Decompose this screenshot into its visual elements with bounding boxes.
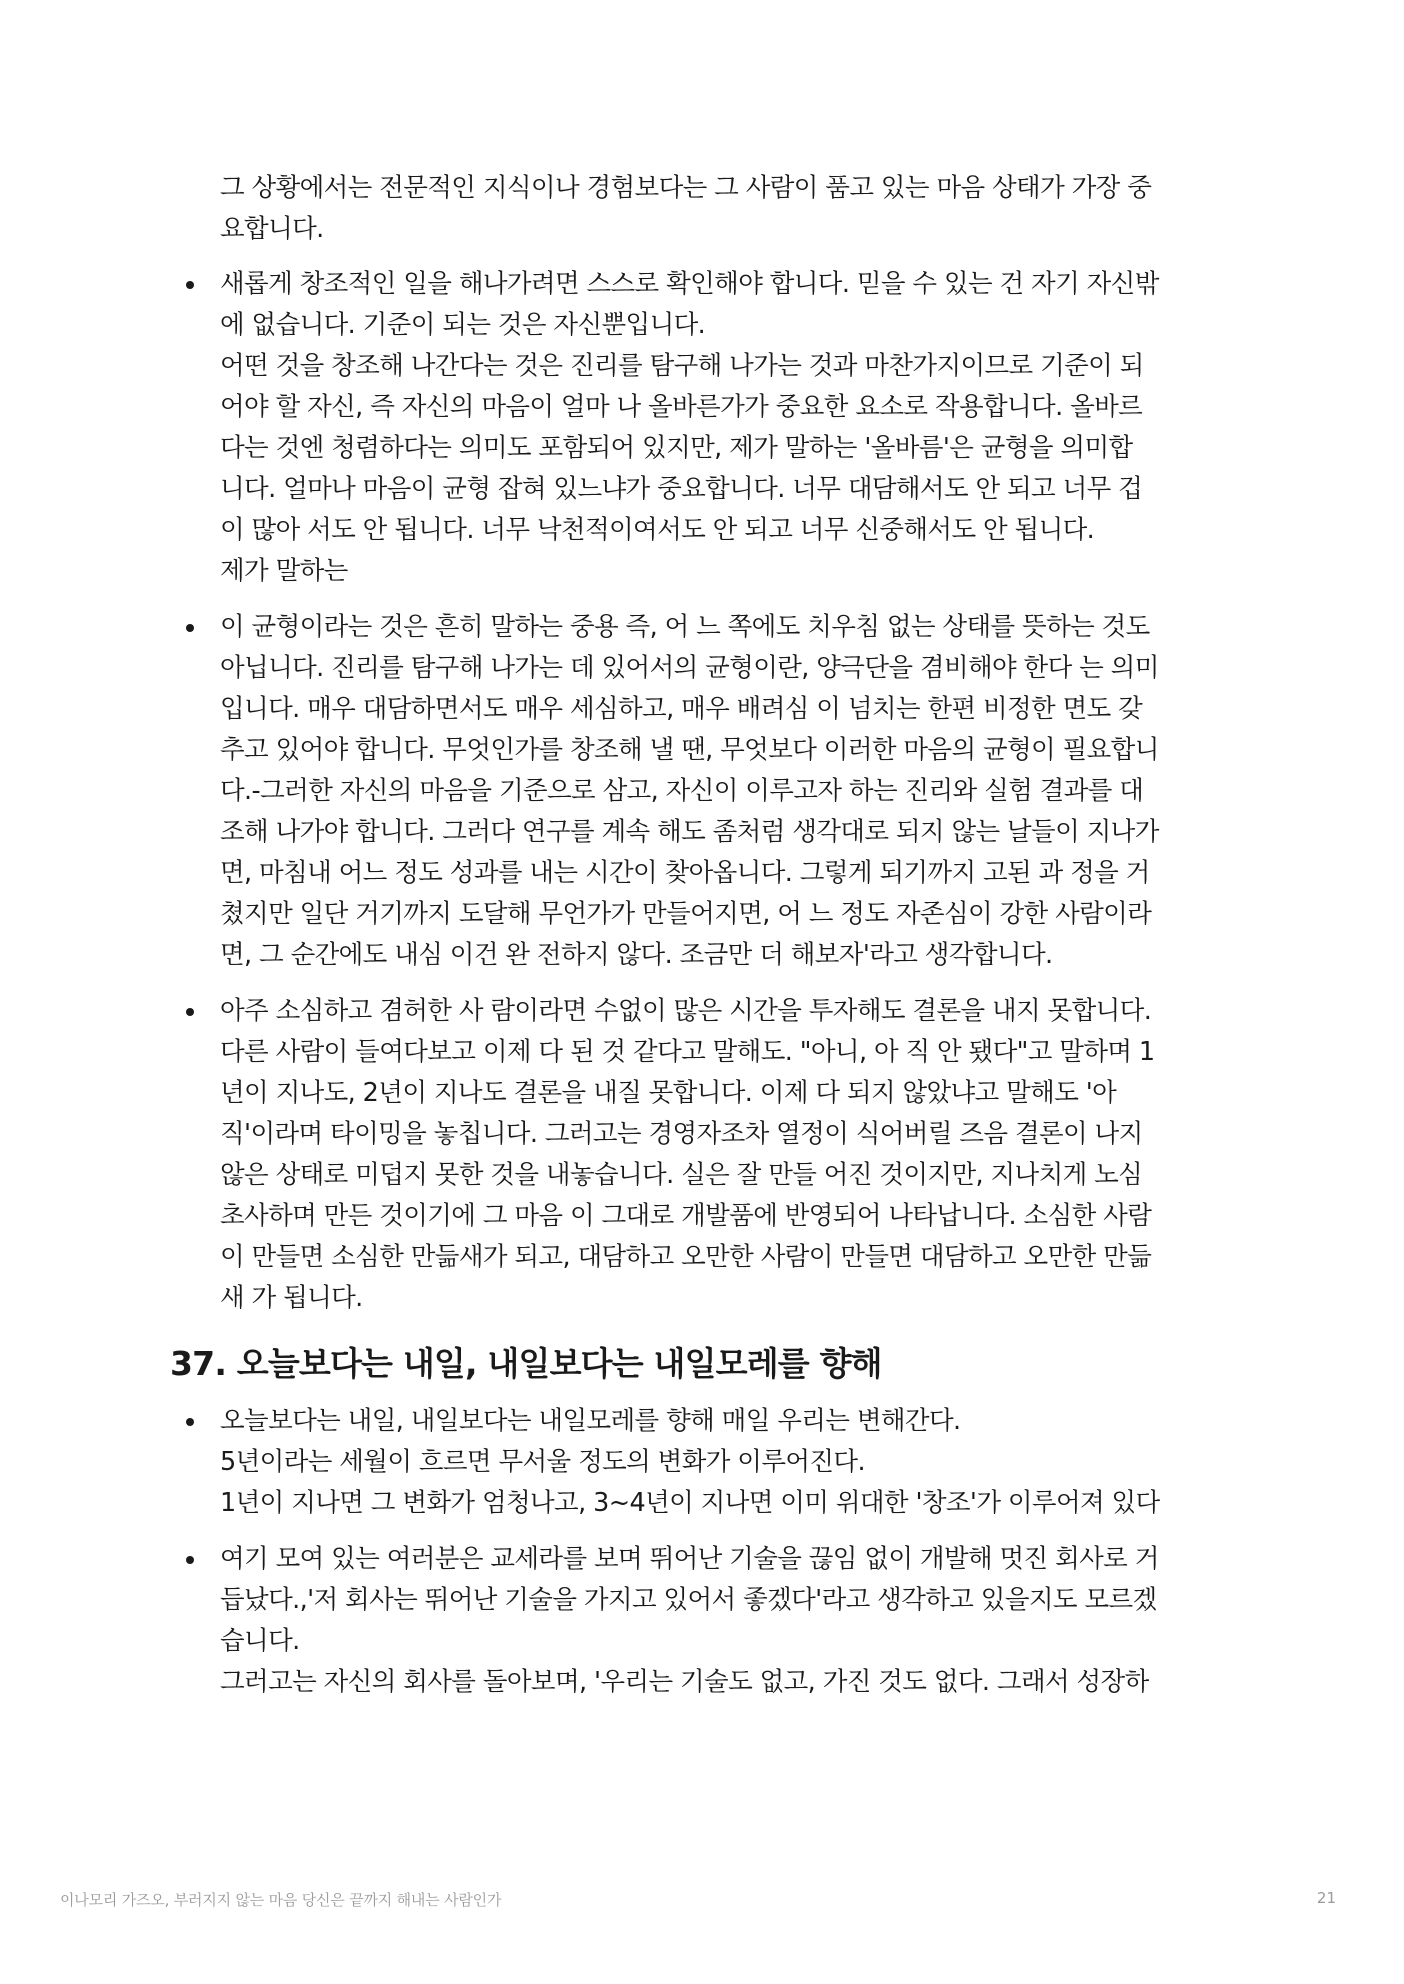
page-content (170, 168, 1240, 1718)
text-line: 아주 소심하고 겸허한 사 람이라면 수없이 많은 시간을 투자해도 결론을 내지 못합니다. (220, 996, 1152, 1026)
bullet-dot-icon (186, 1008, 194, 1016)
text-line: 새롭게 창조적인 일을 해나가려면 스스로 확인해야 합니다. 믿을 수 있는 건 자기 자신밖 (220, 269, 1159, 299)
text-line: 오늘보다는 내일, 내일보다는 내일모레를 향해 매일 우리는 변해간다. (220, 1406, 961, 1436)
text-line: 그 상황에서는 전문적인 지식이나 경험보다는 그 사람이 품고 있는 마음 상태가 가장 중 (220, 173, 1152, 203)
text-line: 그러고는 자신의 회사를 돌아보며, '우리는 기술도 없고, 가진 것도 없다. 그래서 성장하 (220, 1667, 1149, 1697)
text-line: 년이 지나도, 2년이 지나도 결론을 내질 못합니다. 이제 다 되지 않았냐고 말해도 '아 (220, 1078, 1117, 1108)
bullet-dot-icon (186, 624, 194, 632)
text-line: 면, 마침내 어느 정도 성과를 내는 시간이 찾아옵니다. 그렇게 되기까지 고된 과 정을 거 (220, 858, 1150, 888)
list-item (170, 1401, 1240, 1524)
text-line: 제가 말하는 (220, 556, 348, 586)
text-line: 어떤 것을 창조해 나간다는 것은 진리를 탐구해 나가는 것과 마찬가지이므로 기준이 되 (220, 351, 1144, 381)
text-line: 이 균형이라는 것은 흔히 말하는 중용 즉, 어 느 쪽에도 치우침 없는 상태를 뜻하는 것도 (220, 612, 1150, 642)
text-line: 듭났다.,'저 회사는 뛰어난 기술을 가지고 있어서 좋겠다'라고 생각하고 있을지도 모르겠 (220, 1585, 1157, 1615)
text-line: 이 만들면 소심한 만듦새가 되고, 대담하고 오만한 사람이 만들면 대담하고 오만한 만듦 (220, 1242, 1152, 1272)
text-line: 아닙니다. 진리를 탐구해 나가는 데 있어서의 균형이란, 양극단을 겸비해야 한다 는 의미 (220, 653, 1159, 683)
text-line: 다른 사람이 들여다보고 이제 다 된 것 같다고 말해도. "아니, 아 직 안 됐다"고 말하며 1 (220, 1037, 1155, 1067)
text-line: 입니다. 매우 대담하면서도 매우 세심하고, 매우 배려심 이 넘치는 한편 비정한 면도 갖 (220, 694, 1143, 724)
text-line: 추고 있어야 합니다. 무엇인가를 창조해 낼 땐, 무엇보다 이러한 마음의 균형이 필요합니 (220, 735, 1159, 765)
list-item (170, 991, 1240, 1319)
list-item (170, 607, 1240, 976)
text-line: 습니다. (220, 1626, 300, 1656)
bullet-dot-icon (186, 1556, 194, 1564)
text-line: 에 없습니다. 기준이 되는 것은 자신뿐입니다. (220, 310, 706, 340)
text-line: 조해 나가야 합니다. 그러다 연구를 계속 해도 좀처럼 생각대로 되지 않는 날들이 지나가 (220, 817, 1159, 847)
text-line: 새 가 됩니다. (220, 1283, 363, 1313)
text-line: 요합니다. (220, 214, 324, 244)
text-line: 않은 상태로 미덥지 못한 것을 내놓습니다. 실은 잘 만들 어진 것이지만, 지나치게 노심 (220, 1160, 1143, 1190)
list-item (170, 1539, 1240, 1703)
text-line: 어야 할 자신, 즉 자신의 마음이 얼마 나 올바른가가 중요한 요소로 작용합니다. 올바르 (220, 392, 1143, 422)
footer-book-title: 이나모리 가즈오, 부러지지 않는 마음 당신은 끝까지 해내는 사람인가 (60, 1891, 502, 1909)
bullet-dot-icon (186, 281, 194, 289)
bullet-dot-icon (186, 1418, 194, 1426)
text-line: 다는 것엔 청렴하다는 의미도 포함되어 있지만, 제가 말하는 '올바름'은 균형을 의미합 (220, 433, 1133, 463)
lead-paragraph (220, 168, 1240, 250)
text-line: 쳤지만 일단 거기까지 도달해 무언가가 만들어지면, 어 느 정도 자존심이 강한 사람이라 (220, 899, 1152, 929)
text-line: 이 많아 서도 안 됩니다. 너무 낙천적이여서도 안 되고 너무 신중해서도 안 됩니다. (220, 515, 1095, 545)
text-line: 면, 그 순간에도 내심 이건 완 전하지 않다. 조금만 더 해보자'라고 생각합니다. (220, 940, 1053, 970)
text-line: 직'이라며 타이밍을 놓칩니다. 그러고는 경영자조차 열정이 식어버릴 즈음 결론이 나지 (220, 1119, 1143, 1149)
bullet-list-section-37 (170, 1401, 1240, 1703)
footer-page-number: 21 (1316, 1889, 1336, 1907)
list-item (170, 264, 1240, 592)
text-line: 초사하며 만든 것이기에 그 마음 이 그대로 개발품에 반영되어 나타납니다. 소심한 사람 (220, 1201, 1152, 1231)
section-heading: 37. 오늘보다는 내일, 내일보다는 내일모레를 향해 (170, 1344, 882, 1383)
text-line: 여기 모여 있는 여러분은 교세라를 보며 뛰어난 기술을 끊임 없이 개발해 멋진 회사로 거 (220, 1544, 1159, 1574)
text-line: 니다. 얼마나 마음이 균형 잡혀 있느냐가 중요합니다. 너무 대담해서도 안 되고 너무 겁 (220, 474, 1143, 504)
text-line: 1년이 지나면 그 변화가 엄청나고, 3~4년이 지나면 이미 위대한 '창조'가 이루어져 있다 (220, 1488, 1160, 1518)
text-line: 다.-그러한 자신의 마음을 기준으로 삼고, 자신이 이루고자 하는 진리와 실험 결과를 대 (220, 776, 1144, 806)
text-line: 5년이라는 세월이 흐르면 무서울 정도의 변화가 이루어진다. (220, 1447, 865, 1477)
bullet-list-main (170, 264, 1240, 1319)
